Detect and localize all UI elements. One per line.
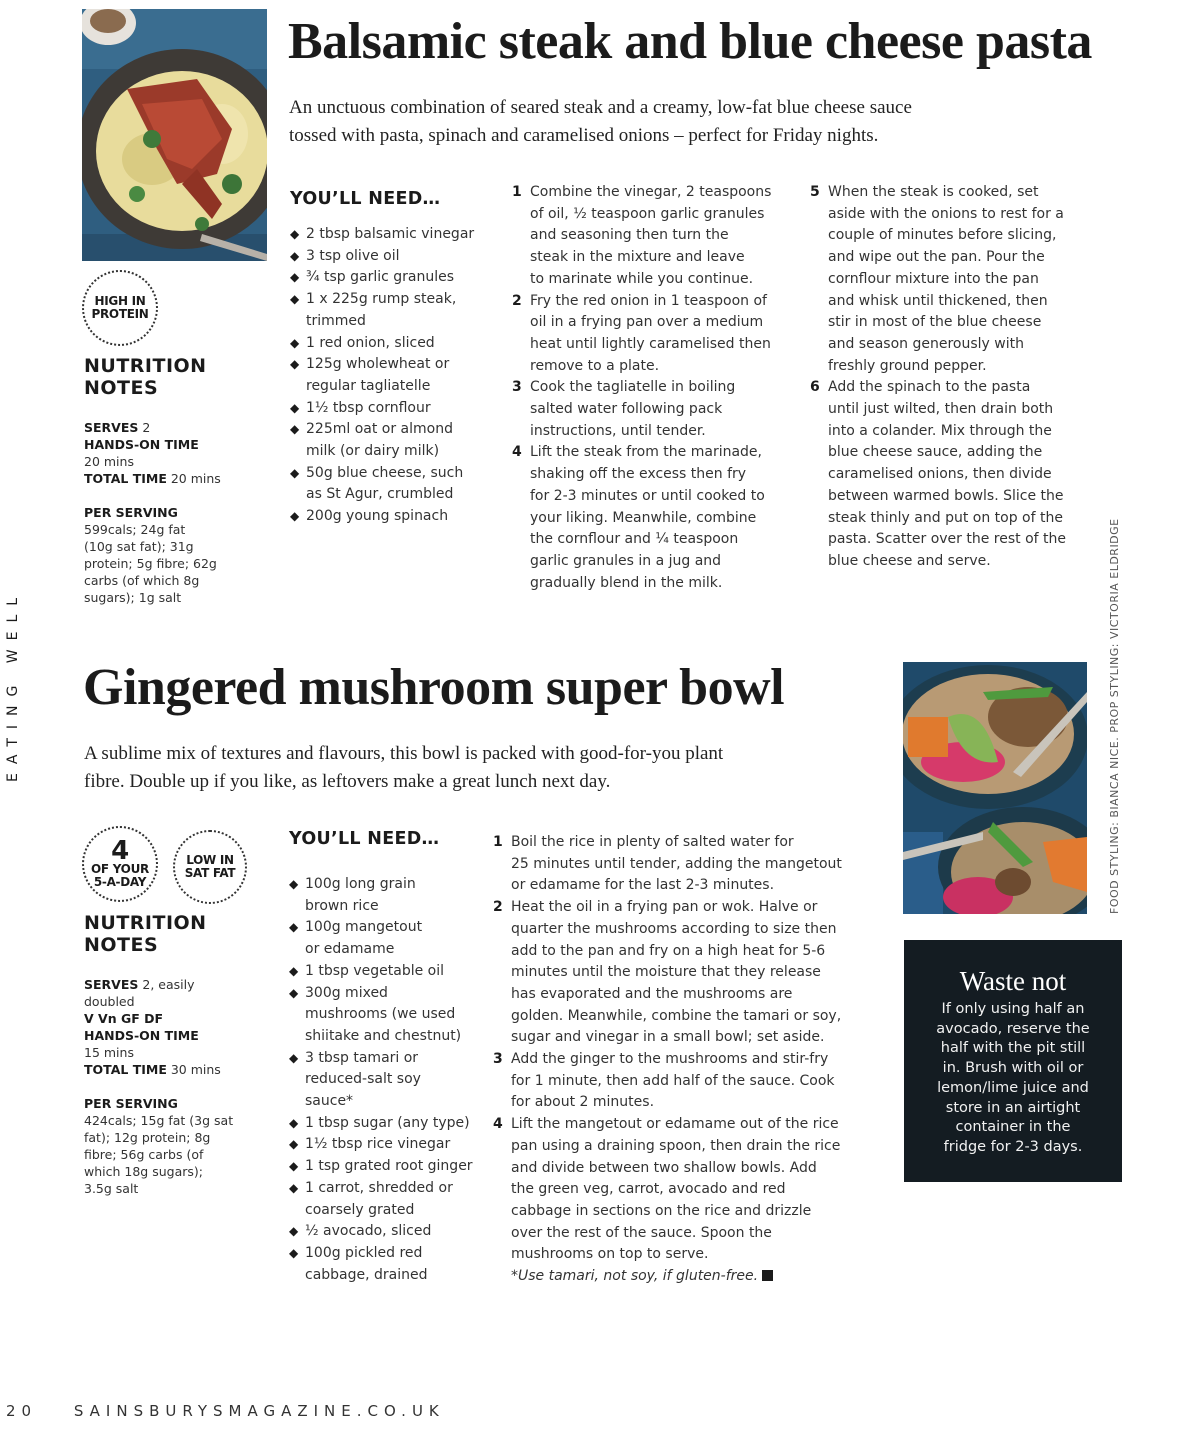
footnote [493,1266,873,1288]
per-serving-line: 424cals; 15g fat (3g sat [84,1113,234,1128]
ingredient-item: ◆ 1 x 225g rump steak, trimmed [290,289,500,332]
method-step: 5 When the steak is cooked, set aside with the onions to rest for a couple of minutes before slicing, and wipe out the pan. Pour the cornflour mixture into the pan and whisk until thickened, then stir in most of the blue cheese and season generously with freshly ground pepper. [810,184,1064,374]
recipe1-ingredients [290,189,500,528]
ingredient-list [290,224,500,528]
serves-label: SERVES [84,420,139,435]
tip-title: Waste not [959,966,1067,996]
badge-line: SAT FAT [184,866,236,880]
method-step: 6 Add the spinach to the pasta until just wilted, then drain both into a colander. Mix through the blue cheese sauce, adding the caramelised onions, then divide between warmed bowls. Slice the steak thinly and put on top of the pasta. Scatter over the rest of the blue cheese and serve. [810,379,1066,569]
ingredient-item: ◆ 100g pickled red cabbage, drained [289,1243,489,1286]
nutrition-body [84,976,244,1197]
website-link[interactable]: SAINSBURYSMAGAZINE.CO.UK [73,1402,445,1420]
hands-on-label: HANDS-ON TIME [84,437,199,452]
high-in-protein-badge [82,270,158,346]
tip-body: If only using half an avocado, reserve the half with the pit still in. Brush with oil or lemon/lime juice and store in an airtight container in the fridge for 2-3 days. [936,1001,1090,1155]
serves [84,419,244,436]
badge-line: PROTEIN [91,307,149,321]
heading-line: NOTES [84,377,159,399]
recipe2-intro [84,740,844,796]
recipe2-ingredients [289,829,489,1286]
method-list [493,832,873,1266]
nutrition-body [84,419,244,606]
ingredient-item: ◆ 3 tsp olive oil [290,246,500,268]
steak-pasta-image [82,9,267,261]
recipe1-title: Balsamic steak and blue cheese pasta [288,13,1092,70]
ingredients-heading: YOU’LL NEED… [290,189,441,209]
recipe2-title: Gingered mushroom super bowl [83,659,785,716]
page-number: 20 [6,1402,38,1420]
photo-credit: FOOD STYLING: BIANCA NICE. PROP STYLING: VICTORIA ELDRIDGE [1108,518,1121,914]
hands-on-value: 15 mins [84,1045,134,1060]
ingredient-item: ◆ ½ avocado, sliced [289,1221,489,1243]
per-serving-label: PER SERVING [84,505,178,520]
total-time-label: TOTAL TIME [84,1062,167,1077]
ingredient-item: ◆ 225ml oat or almond milk (or dairy milk) [290,419,500,462]
method-step: 1 Boil the rice in plenty of salted water for 25 minutes until tender, adding the mangetout or edamame for the last 2-3 minutes. [493,834,842,894]
recipe2-nutrition-notes [84,912,244,1197]
badge-line: LOW IN [186,853,234,867]
recipe2-photo [903,662,1087,914]
recipe1-nutrition-notes [84,355,244,606]
method-step: 2 Fry the red onion in 1 teaspoon of oil in a frying pan over a medium heat until lightly caramelised then remove to a plate. [512,292,771,374]
ingredient-item: ◆ 1 red onion, sliced [290,333,500,355]
method-step: 2 Heat the oil in a frying pan or wok. Halve or quarter the mushrooms according to size then add to the pan and fry on a high heat for 5-6 minutes until the moisture that they release has evaporated and the mushrooms are golden. Meanwhile, combine the tamari or soy, sugar and vinegar in a small bowl; set aside. [493,899,842,1046]
badge-number: 4 [111,836,129,866]
ingredient-item: ◆ 100g mangetout or edamame [289,917,489,960]
intro-line: fibre. Double up if you like, as leftovers make a great lunch next day. [84,771,611,792]
method-step: 4 Lift the mangetout or edamame out of the rice pan using a draining spoon, then drain the rice and divide between two shallow bowls. Add the green veg, carrot, avocado and red cabbage in sections on the rice and drizzle over the rest of the sauce. Spoon the mushrooms on top to serve. [493,1116,841,1263]
nutrition-heading [84,912,244,956]
serves-value: 2 [142,420,151,435]
total-time-value: 30 mins [170,1062,221,1077]
per-serving-line: carbs (of which 8g [84,573,200,588]
five-a-day-badge [82,826,158,902]
hands-on-value: 20 mins [84,454,134,469]
section-label: EATING WELL [5,588,21,782]
intro-line: An unctuous combination of seared steak and a creamy, low-fat blue cheese sauce [289,97,912,118]
page-footer [6,1402,445,1420]
ingredient-item: ◆ 100g long grain brown rice [289,874,489,917]
per-serving-line: fibre; 56g carbs (of [84,1147,204,1162]
mushroom-bowl-image [903,662,1087,914]
recipe1-method-col2 [810,182,1095,573]
per-serving-line: 3.5g salt [84,1181,139,1196]
ingredient-item: ◆ 1 tbsp vegetable oil [289,961,489,983]
per-serving-line: protein; 5g fibre; 62g [84,556,217,571]
recipe1-intro [289,94,989,150]
recipe1-photo [82,9,267,261]
low-in-sat-fat-badge [173,830,247,904]
ingredient-item: ◆ 3 tbsp tamari or reduced-salt soy sauce* [289,1048,489,1113]
intro-line: A sublime mix of textures and flavours, this bowl is packed with good-for-you plant [84,743,724,764]
ingredient-item: ◆ 2 tbsp balsamic vinegar [290,224,500,246]
recipe2-method [493,832,873,1288]
ingredient-item: ◆ 1 tbsp sugar (any type) [289,1113,489,1135]
total-time-value: 20 mins [170,471,221,486]
ingredient-list [289,874,489,1286]
serves-value: 2, easily [142,977,195,992]
serves-value-cont: doubled [84,994,135,1009]
method-step: 3 Cook the tagliatelle in boiling salted water following pack instructions, until tender. [512,379,736,439]
heading-line: NOTES [84,934,159,956]
per-serving-label: PER SERVING [84,1096,178,1111]
ingredient-item: ◆ 125g wholewheat or regular tagliatelle [290,354,500,397]
badge-line: HIGH IN [94,294,146,308]
method-step: 1 Combine the vinegar, 2 teaspoons of oil, ½ teaspoon garlic granules and seasoning then turn the steak in the mixture and leave to marinate while you continue. [512,184,772,287]
per-serving-line: which 18g sugars); [84,1164,203,1179]
per-serving-line: sugars); 1g salt [84,590,182,605]
heading-line: NUTRITION [84,355,207,377]
total-time-label: TOTAL TIME [84,471,167,486]
ingredient-item: ◆ 50g blue cheese, such as St Agur, crumbled [290,463,500,506]
badge-line: OF YOUR [91,862,149,876]
ingredient-item: ◆ 200g young spinach [290,506,500,528]
method-step: 4 Lift the steak from the marinade, shaking off the excess then fry for 2-3 minutes or until cooked to your liking. Meanwhile, combine the cornflour and ¼ teaspoon garlic granules in a jug and gradually blend in the milk. [512,444,765,591]
ingredient-item: ◆ 1 carrot, shredded or coarsely grated [289,1178,489,1221]
recipe1-method-col1 [512,182,797,594]
ingredient-item: ◆ ¾ tsp garlic granules [290,267,500,289]
nutrition-heading [84,355,244,399]
serves-label: SERVES [84,977,139,992]
footnote-text: *Use tamari, not soy, if gluten-free. [511,1268,759,1285]
method-step: 3 Add the ginger to the mushrooms and stir-fry for 1 minute, then add half of the sauce. Cook for about 2 minutes. [493,1051,835,1111]
end-mark-icon [762,1270,773,1281]
ingredient-item: ◆ 1½ tbsp rice vinegar [289,1134,489,1156]
per-serving-line: 599cals; 24g fat [84,522,186,537]
per-serving-line: fat); 12g protein; 8g [84,1130,211,1145]
ingredient-item: ◆ 1 tsp grated root ginger [289,1156,489,1178]
heading-line: NUTRITION [84,912,207,934]
ingredient-item: ◆ 300g mixed mushrooms (we used shiitake and chestnut) [289,983,489,1048]
hands-on-label: HANDS-ON TIME [84,1028,199,1043]
intro-line: tossed with pasta, spinach and caramelised onions – perfect for Friday nights. [289,125,879,146]
ingredients-heading: YOU’LL NEED… [289,829,440,849]
per-serving-line: (10g sat fat); 31g [84,539,194,554]
badge-line: 5-A-DAY [93,875,147,889]
waste-not-tip-box [904,940,1122,1182]
ingredient-item: ◆ 1½ tbsp cornflour [290,398,500,420]
diet-tags: V Vn GF DF [84,1011,164,1026]
